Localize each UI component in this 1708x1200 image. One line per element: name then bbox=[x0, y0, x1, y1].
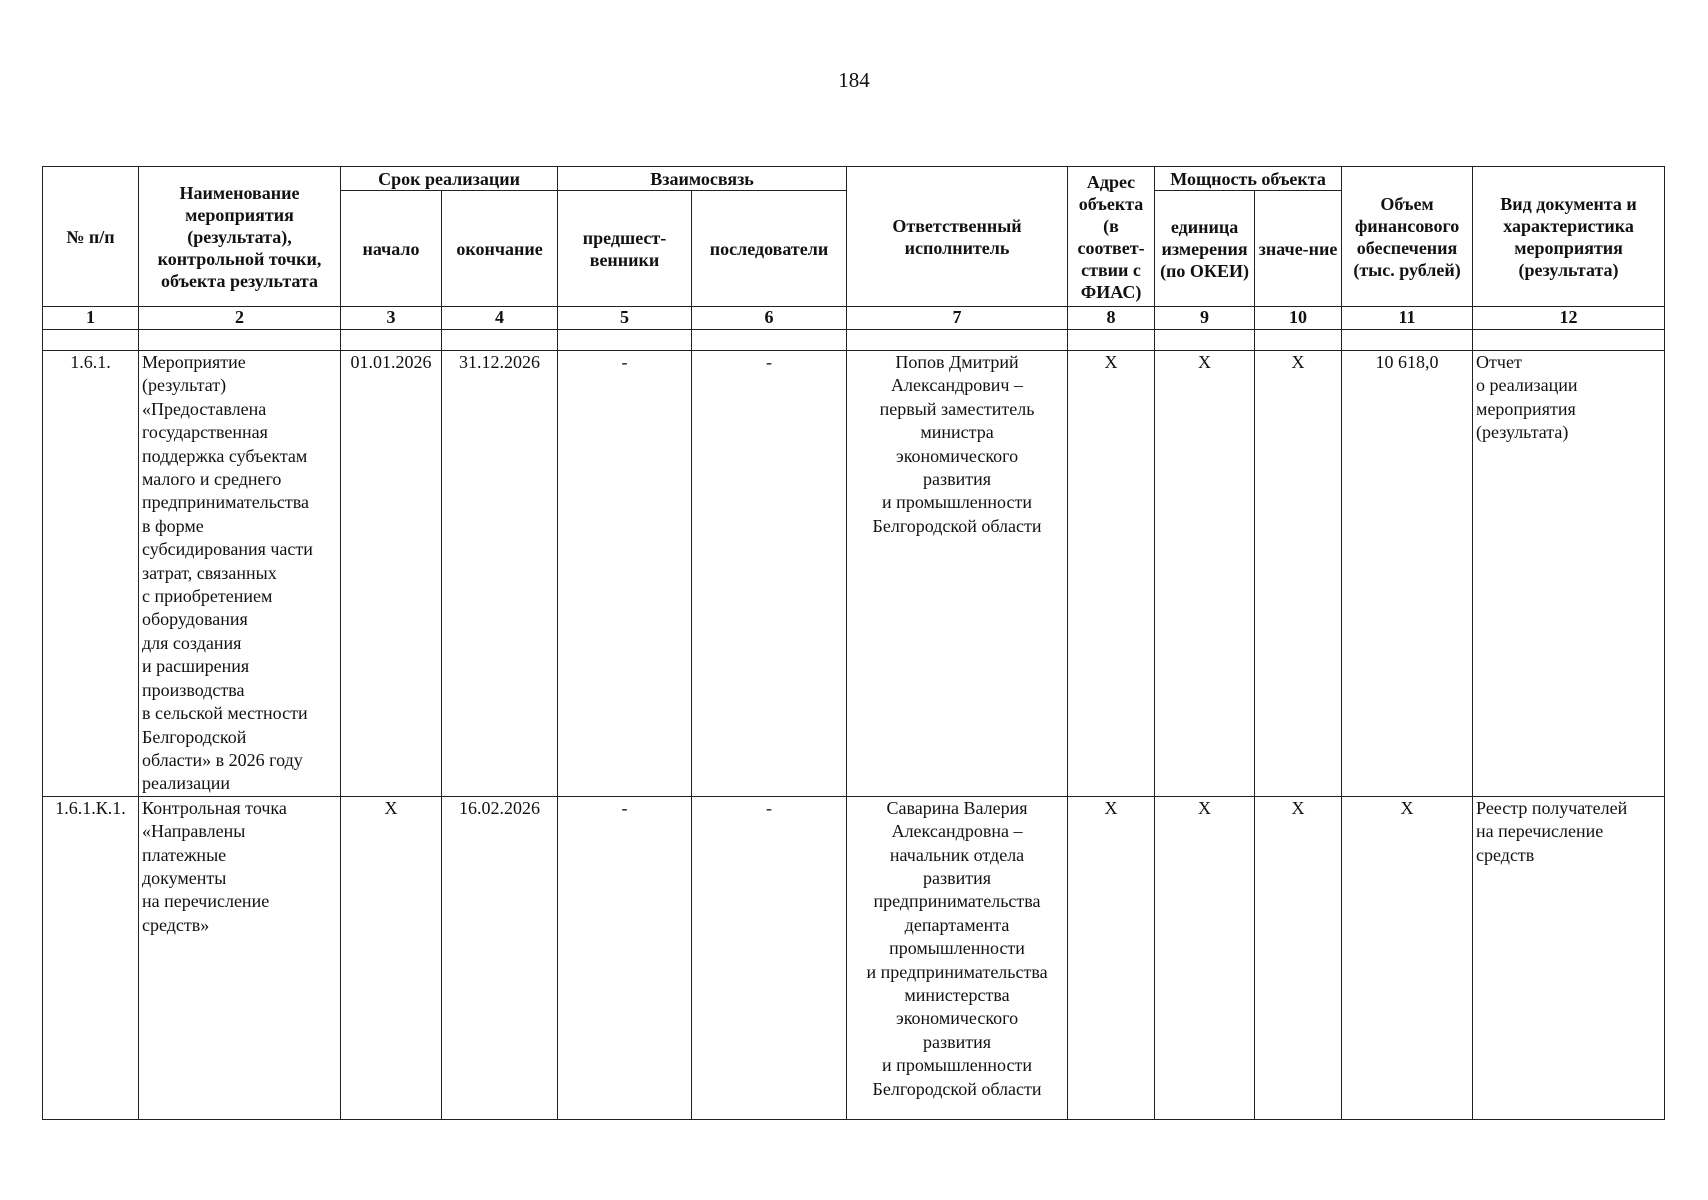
row-start: X bbox=[341, 796, 442, 1119]
row-address: X bbox=[1068, 351, 1155, 797]
row-number: 1.6.1. bbox=[43, 351, 139, 797]
row-start: 01.01.2026 bbox=[341, 351, 442, 797]
row-end: 16.02.2026 bbox=[442, 796, 558, 1119]
row-predecessors: - bbox=[558, 351, 692, 797]
header-predecessors: предшест-венники bbox=[558, 191, 692, 307]
column-number: 3 bbox=[341, 307, 442, 330]
column-number: 1 bbox=[43, 307, 139, 330]
table-row bbox=[43, 796, 1665, 1119]
row-predecessors: - bbox=[558, 796, 692, 1119]
header-num: № п/п bbox=[43, 167, 139, 307]
row-successors: - bbox=[692, 351, 847, 797]
column-number-row bbox=[43, 307, 1665, 330]
row-name: Мероприятие (результат) «Предоставлена государственная поддержка субъектам малого и среднего предпринимательства в форме субсидирования части затрат, связанных с приобретением оборудования для создания и расширения производства в сельской местности Белгородской области» в 2026 году реализации bbox=[139, 351, 341, 797]
header-finance: Объем финансового обеспечения (тыс. рублей) bbox=[1342, 167, 1473, 307]
table-row bbox=[43, 351, 1665, 797]
column-number: 2 bbox=[139, 307, 341, 330]
row-address: X bbox=[1068, 796, 1155, 1119]
row-name: Контрольная точка «Направлены платежные документы на перечисление средств» bbox=[139, 796, 341, 1119]
column-number: 5 bbox=[558, 307, 692, 330]
column-number: 10 bbox=[1255, 307, 1342, 330]
header-period-group: Срок реализации bbox=[341, 167, 558, 191]
row-finance: X bbox=[1342, 796, 1473, 1119]
header-address: Адрес объекта (в соответ-ствии с ФИАС) bbox=[1068, 167, 1155, 307]
row-value: X bbox=[1255, 351, 1342, 797]
column-number: 4 bbox=[442, 307, 558, 330]
row-finance: 10 618,0 bbox=[1342, 351, 1473, 797]
header-successors: последователи bbox=[692, 191, 847, 307]
row-number: 1.6.1.К.1. bbox=[43, 796, 139, 1119]
row-document: Отчет о реализации мероприятия (результата) bbox=[1473, 351, 1665, 797]
row-value: X bbox=[1255, 796, 1342, 1119]
row-unit: X bbox=[1155, 351, 1255, 797]
column-number: 6 bbox=[692, 307, 847, 330]
header-value: значе-ние bbox=[1255, 191, 1342, 307]
header-relation-group: Взаимосвязь bbox=[558, 167, 847, 191]
row-unit: X bbox=[1155, 796, 1255, 1119]
row-responsible: Саварина Валерия Александровна – начальник отдела развития предпринимательства департамента промышленности и предпринимательства министерства экономического развития и промышленности Белгородской области bbox=[847, 796, 1068, 1119]
column-number: 7 bbox=[847, 307, 1068, 330]
header-document: Вид документа и характеристика мероприятия (результата) bbox=[1473, 167, 1665, 307]
row-end: 31.12.2026 bbox=[442, 351, 558, 797]
column-number: 11 bbox=[1342, 307, 1473, 330]
header-unit: единица измерения (по ОКЕИ) bbox=[1155, 191, 1255, 307]
header-responsible: Ответственный исполнитель bbox=[847, 167, 1068, 307]
plan-table bbox=[42, 166, 1665, 1120]
row-successors: - bbox=[692, 796, 847, 1119]
row-document: Реестр получателей на перечисление средств bbox=[1473, 796, 1665, 1119]
header-name: Наименование мероприятия (результата), контрольной точки, объекта результата bbox=[139, 167, 341, 307]
row-responsible: Попов Дмитрий Александрович – первый заместитель министра экономического развития и промышленности Белгородской области bbox=[847, 351, 1068, 797]
column-number: 9 bbox=[1155, 307, 1255, 330]
spacer-row bbox=[43, 330, 1665, 351]
page-number: 184 bbox=[838, 68, 870, 92]
column-number: 12 bbox=[1473, 307, 1665, 330]
column-number: 8 bbox=[1068, 307, 1155, 330]
header-end: окончание bbox=[442, 191, 558, 307]
header-capacity-group: Мощность объекта bbox=[1155, 167, 1342, 191]
header-start: начало bbox=[341, 191, 442, 307]
